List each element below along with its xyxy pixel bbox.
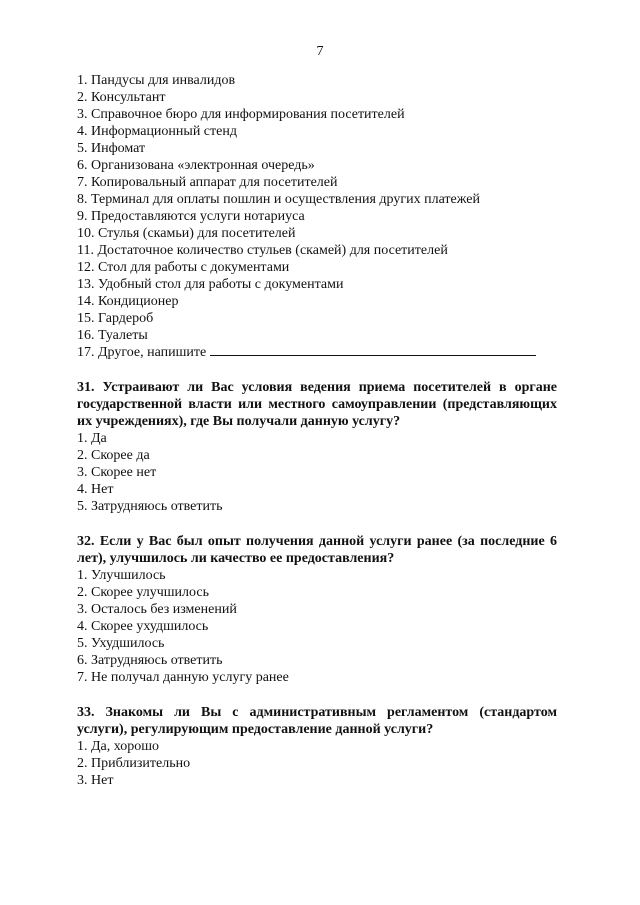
answer-option: 6. Затрудняюсь ответить — [77, 653, 223, 668]
question-32 — [77, 533, 557, 686]
answer-option: 4. Скорее ухудшилось — [77, 619, 209, 634]
list-item: 6. Организована «электронная очередь» — [77, 158, 315, 173]
list-item: 1. Пандусы для инвалидов — [77, 73, 236, 88]
answer-option: 1. Да — [77, 431, 107, 446]
list-item: 11. Достаточное количество стульев (скамей) для посетителей — [77, 243, 448, 258]
answer-option: 7. Не получал данную услугу ранее — [77, 670, 289, 685]
list-item: 9. Предоставляются услуги нотариуса — [77, 209, 305, 224]
list-item: 8. Терминал для оплаты пошлин и осуществления других платежей — [77, 192, 480, 207]
list-item: 13. Удобный стол для работы с документами — [77, 277, 344, 292]
facilities-list — [77, 72, 557, 361]
answer-option: 1. Да, хорошо — [77, 739, 160, 754]
answer-option: 5. Ухудшилось — [77, 636, 165, 651]
list-item: 3. Справочное бюро для информирования посетителей — [77, 107, 405, 122]
answer-option: 2. Скорее улучшилось — [77, 585, 209, 600]
list-item: 5. Инфомат — [77, 141, 146, 156]
list-item: 15. Гардероб — [77, 311, 154, 326]
list-item: 4. Информационный стенд — [77, 124, 237, 139]
write-in-blank-line[interactable] — [210, 344, 536, 356]
page-number: 7 — [316, 44, 324, 59]
questionnaire-content — [77, 72, 557, 789]
question-33-options — [77, 738, 557, 789]
list-item: 16. Туалеты — [77, 328, 148, 343]
answer-option: 4. Нет — [77, 482, 114, 497]
answer-option: 2. Скорее да — [77, 448, 150, 463]
list-item: 14. Кондиционер — [77, 294, 179, 309]
question-31 — [77, 379, 557, 515]
question-32-text: 32. Если у Вас был опыт получения данной услуги ранее (за последние 6 лет), улучшилось ли качество ее предоставления? — [77, 534, 557, 566]
list-item: 7. Копировальный аппарат для посетителей — [77, 175, 338, 190]
question-31-options — [77, 430, 557, 515]
list-item: 12. Стол для работы с документами — [77, 260, 290, 275]
question-33-text: 33. Знакомы ли Вы с административным регламентом (стандартом услуги), регулирующим предоставление данной услуги? — [77, 705, 557, 737]
question-33 — [77, 704, 557, 789]
question-31-text: 31. Устраивают ли Вас условия ведения приема посетителей в органе государственной власти или местного самоуправлении (представляющих их учреждениях), где Вы получали данную услугу? — [77, 380, 557, 429]
other-label: 17. Другое, напишите — [77, 345, 207, 360]
answer-option: 1. Улучшилось — [77, 568, 166, 583]
answer-option: 3. Скорее нет — [77, 465, 157, 480]
question-32-options — [77, 567, 557, 686]
answer-option: 5. Затрудняюсь ответить — [77, 499, 223, 514]
list-item-other — [77, 344, 557, 361]
list-item: 10. Стулья (скамьи) для посетителей — [77, 226, 296, 241]
list-item: 2. Консультант — [77, 90, 166, 105]
answer-option: 2. Приблизительно — [77, 756, 191, 771]
answer-option: 3. Осталось без изменений — [77, 602, 237, 617]
answer-option: 3. Нет — [77, 773, 114, 788]
